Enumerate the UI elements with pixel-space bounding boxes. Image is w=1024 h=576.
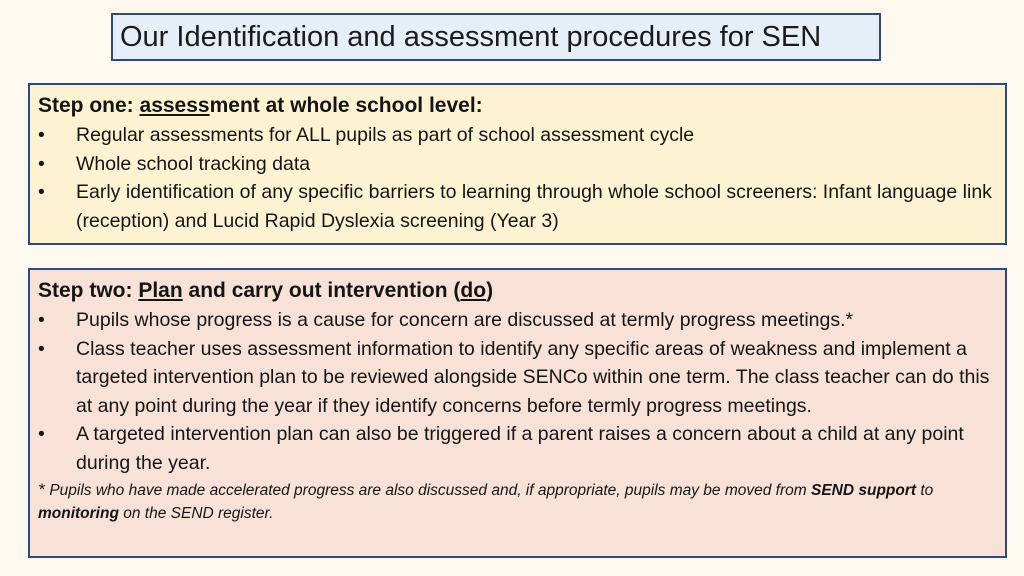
footnote: [38, 478, 997, 525]
page-title: [111, 13, 881, 61]
step-two-heading-prefix: Step two:: [38, 279, 139, 302]
step-two-list: [38, 306, 997, 478]
footnote-star: *: [38, 479, 50, 499]
step-two-heading-do: do: [460, 279, 487, 302]
step-one-heading-underlined: assess: [139, 94, 210, 117]
step-one-box: [28, 83, 1007, 245]
list-item: [38, 121, 997, 150]
step-one-heading-prefix: Step one:: [38, 94, 140, 117]
footnote-bold-monitoring: monitoring: [38, 504, 119, 522]
bullet-icon: •: [38, 181, 45, 204]
footnote-text-2: to: [916, 481, 934, 499]
list-item: [38, 306, 997, 335]
list-item-text: Pupils whose progress is a cause for concern are discussed at termly progress meetings.*: [76, 309, 854, 331]
bullet-icon: •: [38, 423, 45, 446]
step-two-heading-end: ): [486, 279, 494, 302]
list-item-text: Early identification of any specific barriers to learning through whole school screeners: Infant language link (reception) and Lucid Rapid Dyslexia screening (Year 3): [76, 181, 992, 232]
list-item-text: Regular assessments for ALL pupils as part of school assessment cycle: [76, 124, 695, 146]
list-item: [38, 420, 997, 477]
list-item-text: Class teacher uses assessment information to identify any specific areas of weakness and implement a targeted intervention plan to be reviewed alongside SENCo within one term. The class teacher can do this at any point during the year if they identify concerns before termly progress meetings.: [76, 337, 990, 417]
bullet-icon: •: [38, 124, 45, 146]
step-one-heading: [38, 91, 997, 121]
footnote-text-3: on the SEND register.: [118, 504, 274, 522]
step-two-box: [28, 268, 1007, 558]
step-one-heading-rest: ment at whole school level:: [209, 94, 483, 117]
bullet-icon: •: [38, 152, 45, 175]
footnote-text-1: Pupils who have made accelerated progress are also discussed and, if appropriate, pupils may be moved from: [49, 481, 811, 499]
bullet-icon: •: [38, 309, 45, 331]
list-item-text: Whole school tracking data: [76, 152, 311, 175]
step-one-list: [38, 121, 997, 235]
list-item-text: A targeted intervention plan can also be triggered if a parent raises a concern about a child at any point during the year.: [76, 423, 964, 474]
list-item: [38, 150, 997, 179]
footnote-bold-send-support: SEND support: [810, 481, 917, 499]
step-two-heading-middle: and carry out intervention (: [182, 279, 461, 302]
page-title-text: Our Identification and assessment procedures for SEN: [120, 20, 822, 53]
step-two-heading: [38, 276, 997, 306]
step-two-heading-plan: Plan: [138, 279, 183, 302]
bullet-icon: •: [38, 337, 45, 360]
list-item: [38, 178, 997, 235]
list-item: [38, 335, 997, 421]
